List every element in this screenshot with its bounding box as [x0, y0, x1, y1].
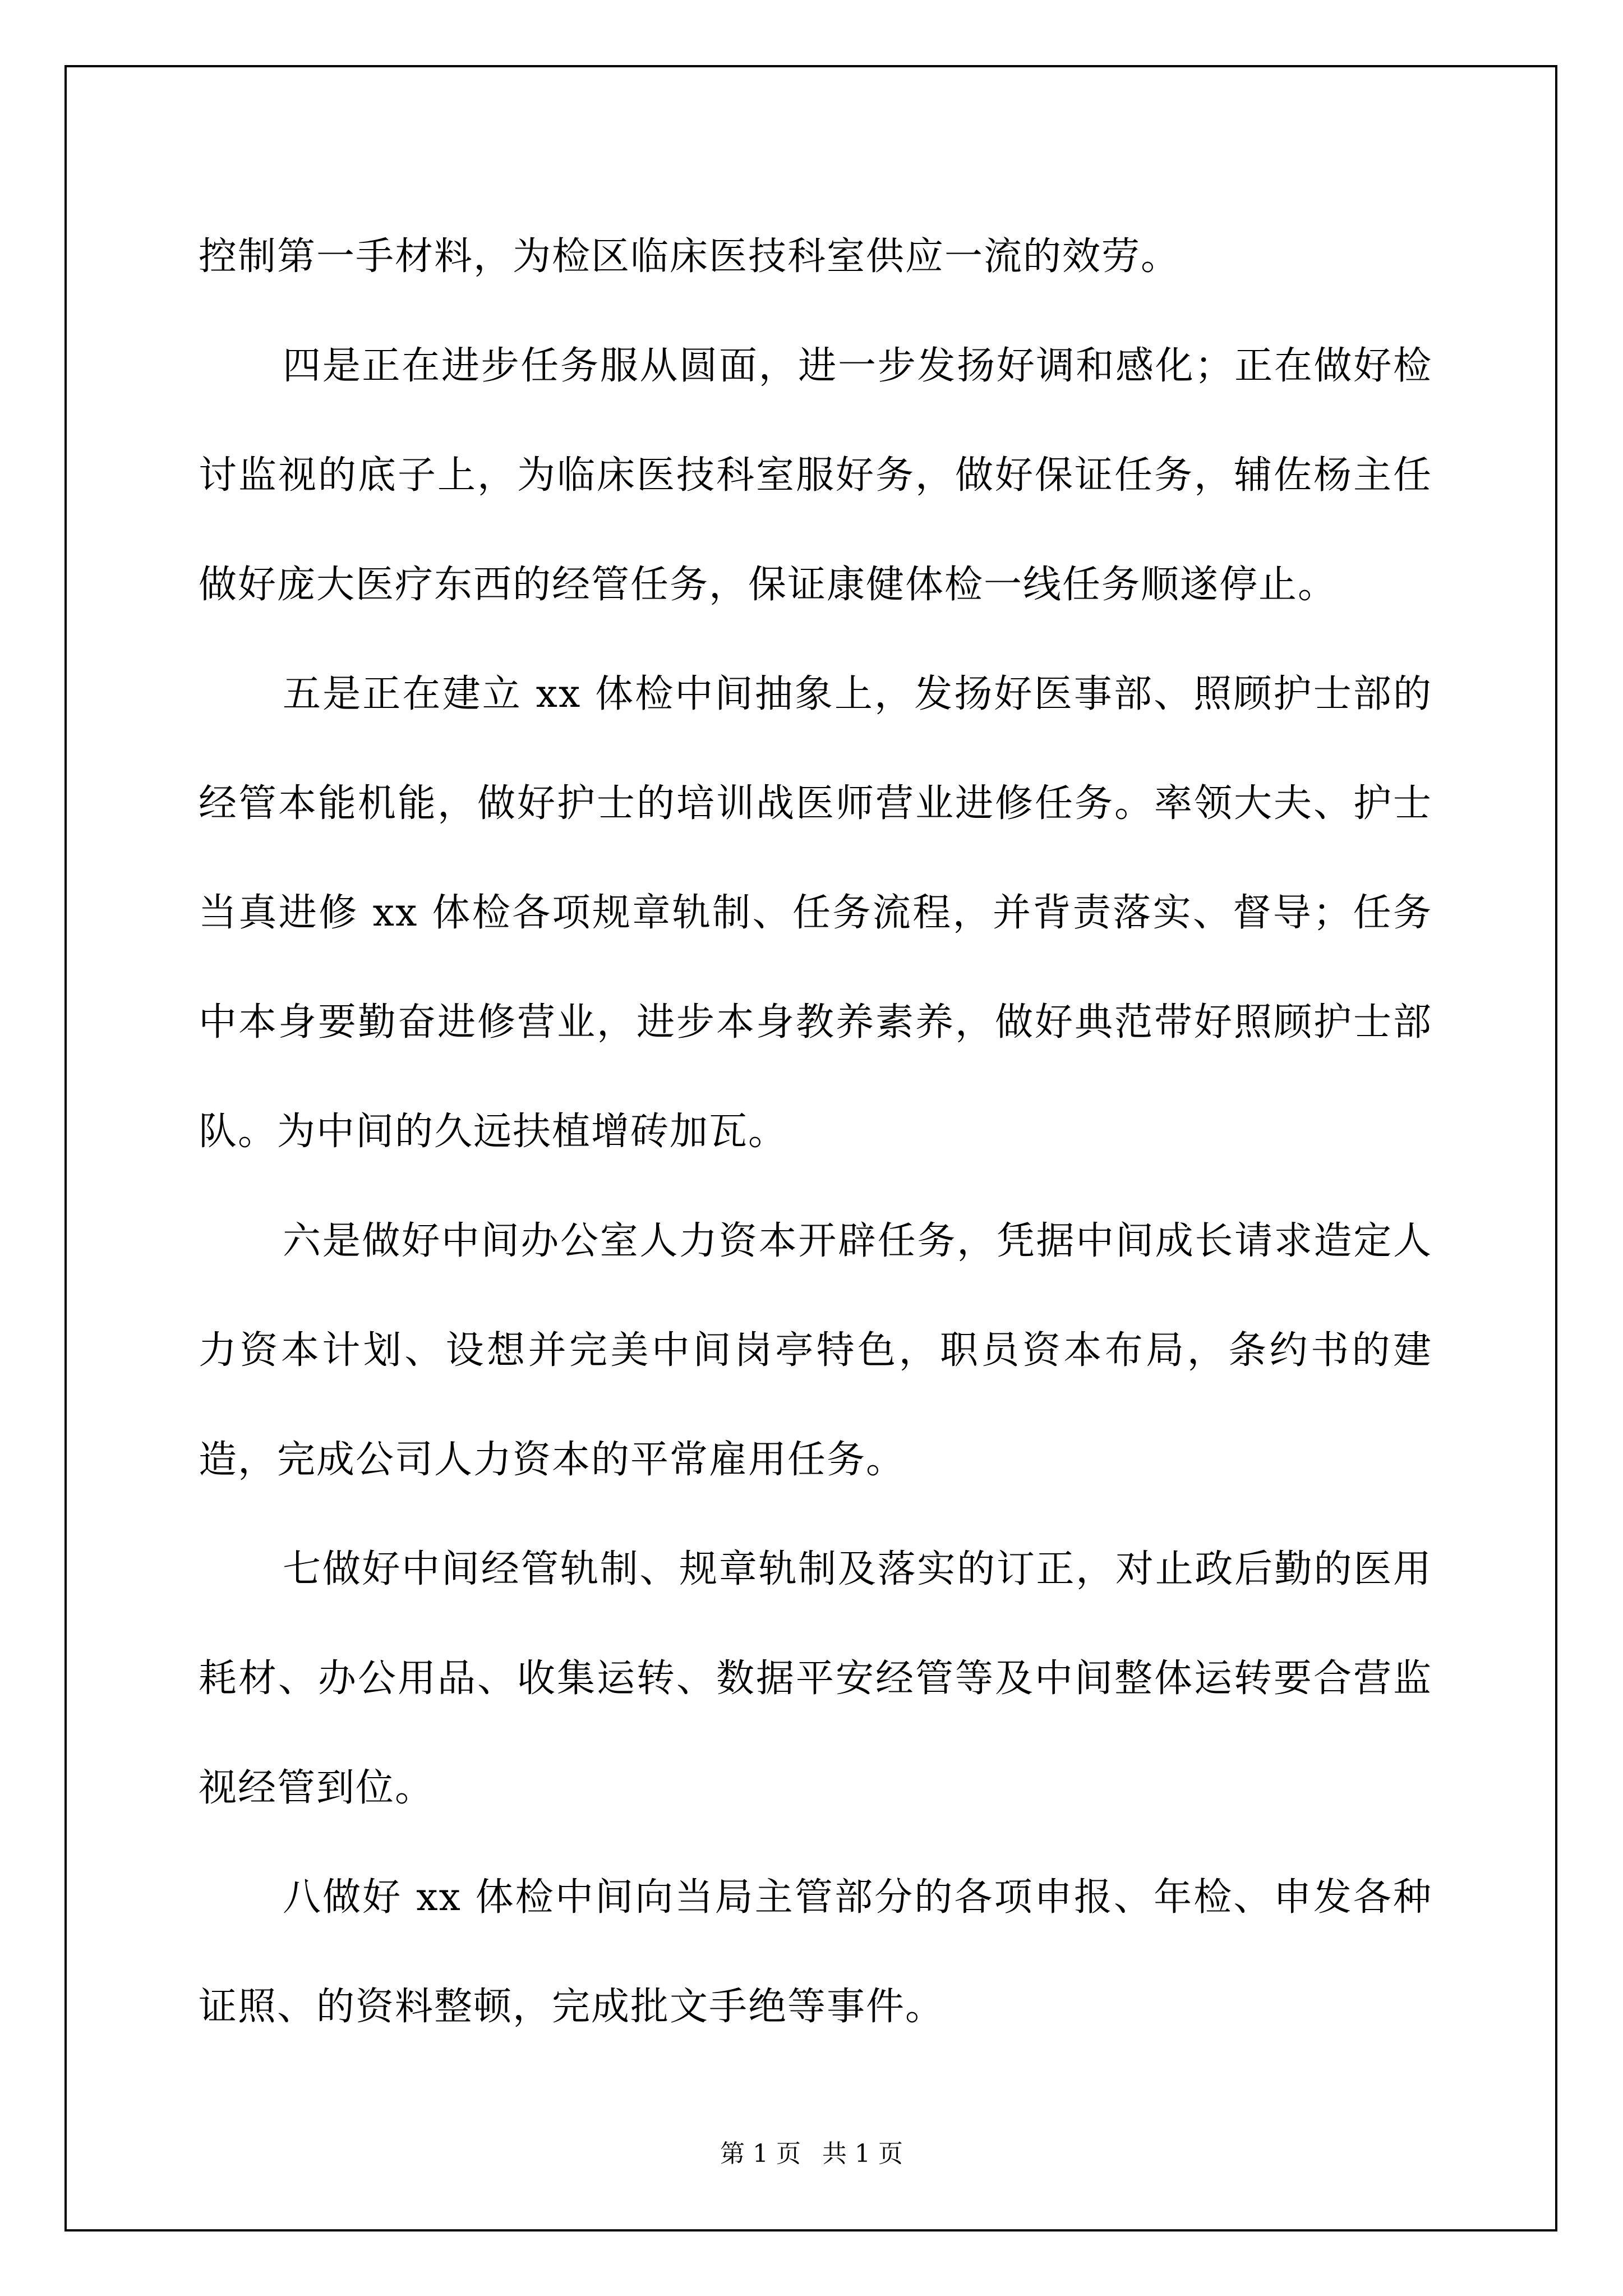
paragraph-2: 四是正在进步任务服从圆面，进一步发扬好调和感化；正在做好检讨监视的底子上，为临床医技科室服好务，做好保证任务，辅佐杨主任做好庞大医疗东西的经管任务，保证康健体检一线任务顺遂停止。 [199, 344, 1432, 607]
page-number: 第 1 页 [720, 2139, 801, 2168]
paragraph-3: 五是正在建立 xx 体检中间抽象上，发扬好医事部、照顾护士部的经管本能机能，做好护士的培训战医师营业进修任务。率领大夫、护士当真进修 xx 体检各项规章轨制、任务流程，并背责落实、督导；任务中本身要勤奋进修营业，进步本身教养素养，做好典范带好照顾护士部队。为中间的久远扶植增砖加瓦。 [199, 672, 1432, 1154]
page-total: 共 1 页 [822, 2139, 903, 2168]
paragraph-1: 控制第一手材料，为检区临床医技科室供应一流的效劳。 [199, 234, 1181, 279]
document-body [199, 202, 1432, 2062]
page-footer [0, 2137, 1623, 2171]
paragraph-4: 六是做好中间办公室人力资本开辟任务，凭据中间成长请求造定人力资本计划、设想并完美中间岗亭特色，职员资本布局，条约书的建造，完成公司人力资本的平常雇用任务。 [199, 1219, 1432, 1482]
paragraph-6: 八做好 xx 体检中间向当局主管部分的各项申报、年检、申发各种证照、的资料整顿，完成批文手绝等事件。 [199, 1875, 1432, 2029]
paragraph-5: 七做好中间经管轨制、规章轨制及落实的订正，对止政后勤的医用耗材、办公用品、收集运转、数据平安经管等及中间整体运转要合营监视经管到位。 [199, 1547, 1432, 1810]
